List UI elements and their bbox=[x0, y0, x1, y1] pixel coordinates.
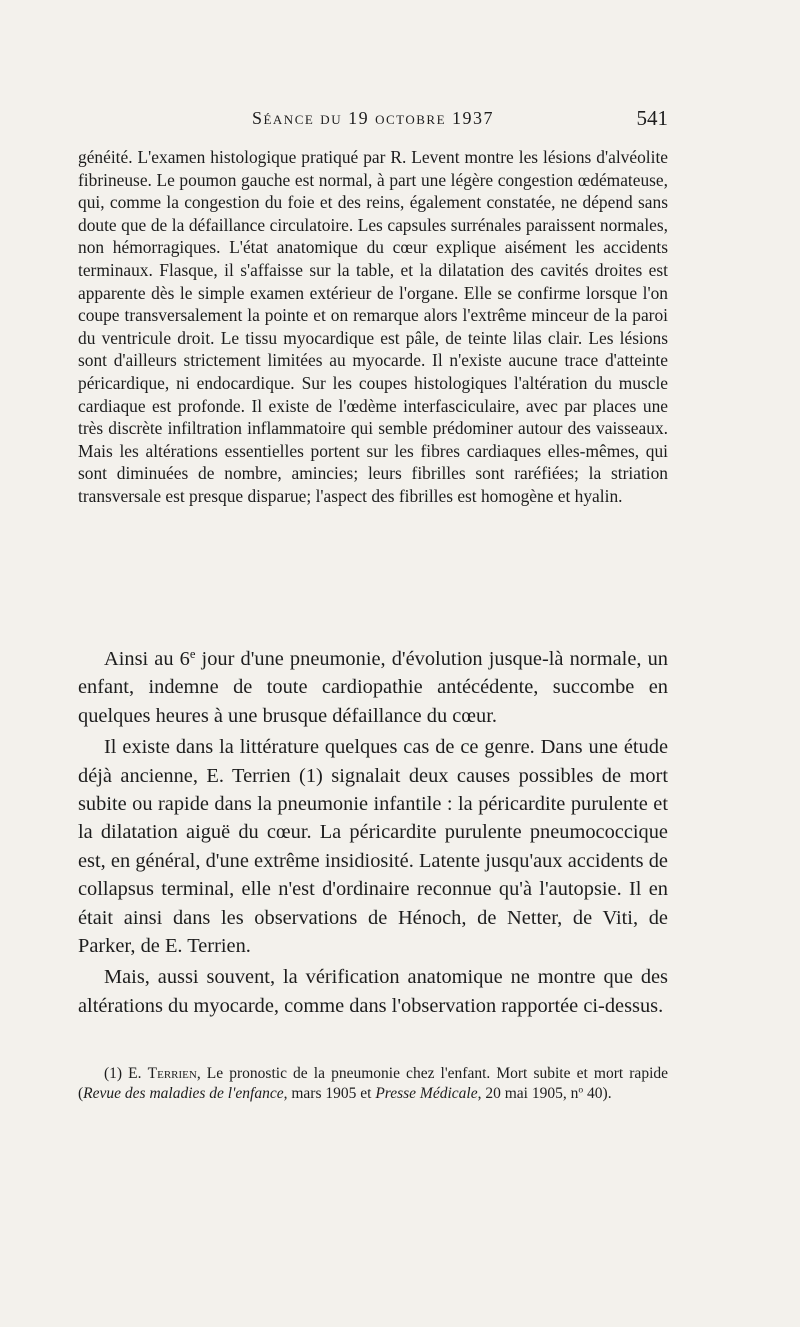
footnote-text-2: , mars 1905 et bbox=[283, 1085, 376, 1102]
footnote-text-1: , Le pronostic de la pneumonie chez l'enfant. Mort subite et mort rapide ( bbox=[78, 1065, 668, 1102]
footnote-journal-2: Presse Médicale bbox=[375, 1085, 478, 1102]
page-number: 541 bbox=[636, 106, 668, 130]
case-report-text bbox=[78, 146, 668, 508]
running-title: Séance du 19 octobre 1937 bbox=[251, 108, 495, 128]
footnote-text-3: , 20 mai 1905, n bbox=[477, 1085, 579, 1102]
paragraph-literature: Il existe dans la littérature quelques cas de ce genre. Dans une étude déjà ancienne, E. Terrien (1) signalait deux causes possibles de mort subite ou rapide dans la pneumonie infantile : la péricardite purulente et la dilatation aiguë du cœur. La péricardite purulente pneumococcique est, en général, d'une extrême insidiosité. Latente jusqu'aux accidents de collapsus terminal, elle n'est d'ordinaire reconnue qu'à l'autopsie. Il en était ainsi dans les observations de Hénoch, de Netter, de Viti, de Parker, de E. Terrien. bbox=[78, 736, 668, 958]
paragraph-histology: généité. L'examen histologique pratiqué par R. Levent montre les lésions d'alvéolite fibrineuse. Le poumon gauche est normal, à part une légère congestion œdémateuse, qui, comme la congestion du foie et des reins, également constatée, ne dépend sans doute que de la défaillance circulatoire. Les capsules surrénales paraissent normales, non hémorragiques. L'état anatomique du cœur explique aisément les accidents terminaux. Flasque, il s'affaisse sur la table, et la dilatation des cavités droites est apparente dès le simple examen extérieur de l'organe. Elle se confirme lorsque l'on coupe transversalement la pointe et on remarque alors l'extrême minceur de la paroi du ventricule droit. Le tissu myocardique est pâle, de teinte lilas clair. Les lésions sont d'ailleurs strictement limitées au myocarde. Il n'existe aucune trace d'atteinte péricardique, ni endocardique. Sur les coupes histologiques l'altération du muscle cardiaque est profonde. Il existe de l'œdème interfasciculaire, avec par places une très discrète infiltration inflammatoire qui semble prédominer autour des vaisseaux. Mais les altérations essentielles portent sur les fibres cardiaques elles-mêmes, qui sont diminuées de nombre, amincies; leurs fibrilles sont raréfiées; la striation transversale est presque disparue; l'aspect des fibrilles est homogène et hyalin. bbox=[78, 147, 668, 506]
discussion-text bbox=[78, 645, 668, 1023]
footnote-journal-1: Revue des maladies de l'enfance bbox=[83, 1085, 284, 1102]
paragraph-conclusion: Mais, aussi souvent, la vérification anatomique ne montre que des altérations du myocarde, comme dans l'observation rapportée ci-dessus. bbox=[78, 966, 668, 1017]
page-header bbox=[78, 108, 668, 138]
summary-start: Ainsi au 6 bbox=[104, 648, 190, 670]
footnote-number-superscript: o bbox=[578, 1084, 584, 1096]
footnote-author: Terrien bbox=[147, 1065, 197, 1082]
footnote-marker: (1) E. bbox=[104, 1065, 148, 1082]
footnote-text-4: 40). bbox=[583, 1085, 612, 1102]
footnote bbox=[78, 1064, 668, 1104]
ordinal-superscript: e bbox=[189, 647, 196, 662]
summary-rest: jour d'une pneumonie, d'évolution jusque-là normale, un enfant, indemne de toute cardiopathie antécédente, succombe en quelques heures à une brusque défaillance du cœur. bbox=[78, 648, 668, 727]
paragraph-summary bbox=[78, 645, 668, 730]
